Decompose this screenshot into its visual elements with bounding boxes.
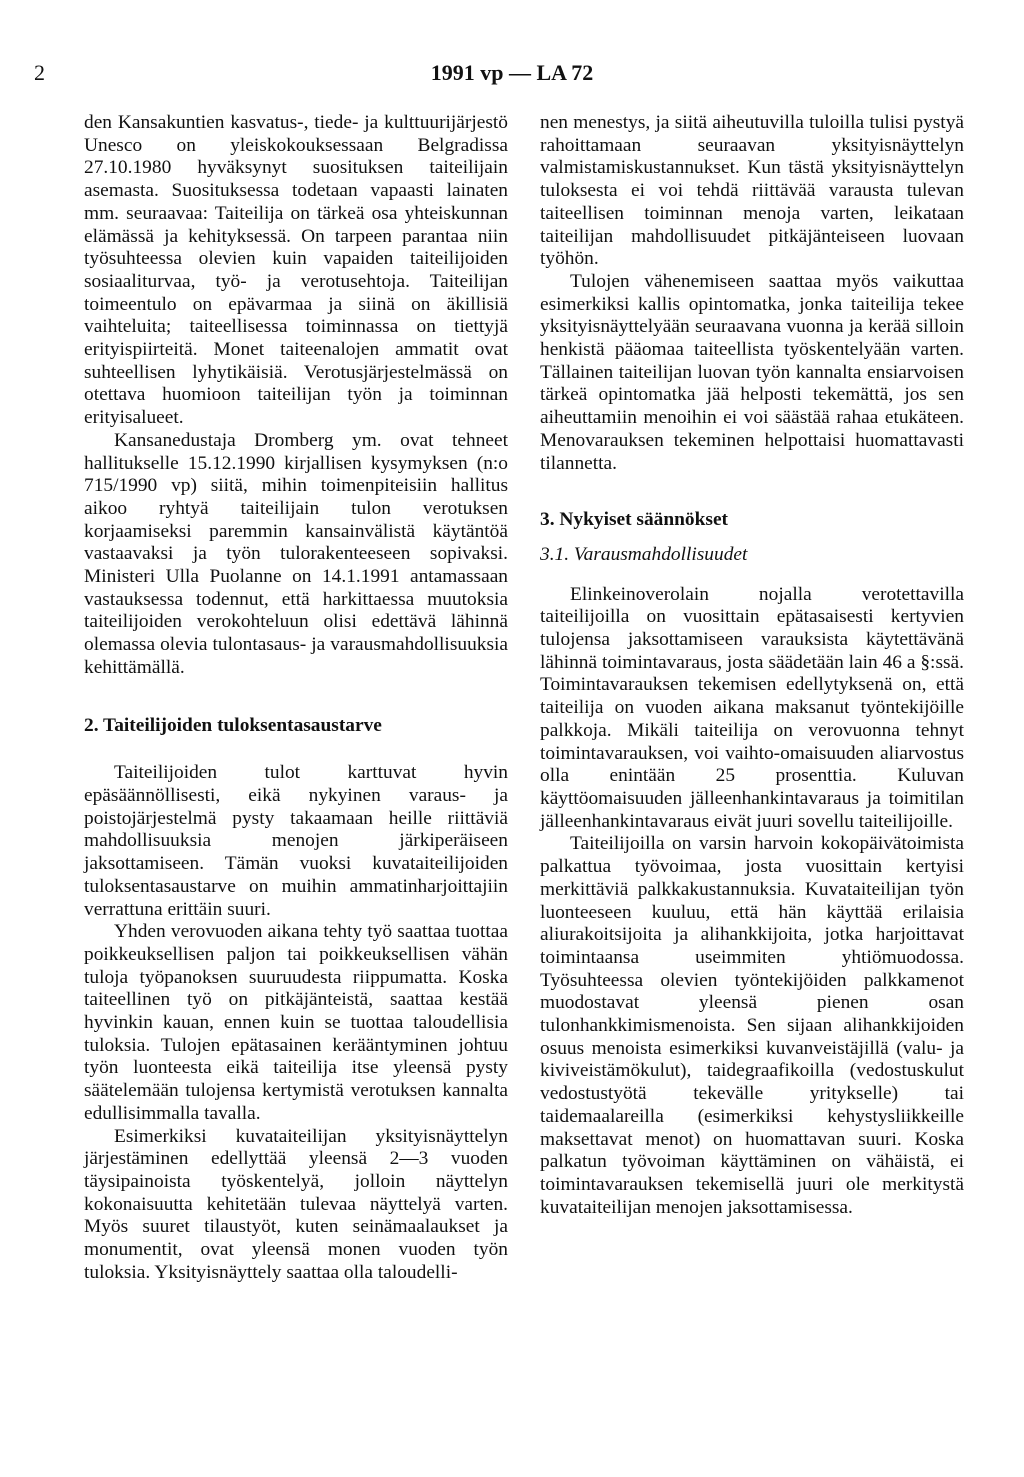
section-heading: 3. Nykyiset säännökset [540,509,729,531]
section-heading: 2. Taiteilijoiden tuloksentasaustarve [84,714,382,736]
paragraph: Taiteilijoiden tulot karttuvat hyvin epäsäännöllisesti, eikä nykyinen varaus- ja poistojärjestelmä pysty takaamaan heille riittäviä mahdollisuuksia menojen järkiperäiseen jaksottamiseen. Tämän vuoksi kuvataiteilijoiden tuloksentasaustarve on muihin ammatinharjoittajiin verrattuna erittäin suuri. [84,762,508,920]
subsection-heading: 3.1. Varausmahdollisuudet [540,543,748,565]
paragraph: Esimerkiksi kuvataiteilijan yksityisnäyttelyn järjestäminen edellyttää yleensä 2—3 vuoden täysipainoista työskentelyä, jolloin näyttelyn kokonaisuutta kehitetään tulevaa näyttelyä varten. Myös suuret tilaustyöt, kuten seinämaalaukset ja monumentit, ovat yleensä monen vuoden työn tuloksia. Yksityisnäyttely saattaa olla taloudelli- [84,1125,508,1283]
right-column [540,112,964,1219]
paragraph: Taiteilijoilla on varsin harvoin kokopäivätoimista palkattua työvoimaa, josta vuosittain kertyisi merkittäviä palkkakustannuksia. Kuvataiteilijan työn luonteeseen kuuluu, että hän käyttää erilaisia aliurakoitsijoita ja alihankkijoita, jotka harjoittavat toimintaansa useimmiten yhtiömuodossa. Työsuhteessa olevien työntekijöiden palkkamenot muodostavat yleensä pienen osan tulonhankkimismenoista. Sen sijaan alihankkijoiden osuus menoista esimerkiksi kuvanveistäjillä (valu- ja kiviveistämökulut), taidegraafikoilla (vedostuskulut vedostustyötä tekevälle yritykselle) tai taidemaalareilla (esimerkiksi kehystysliikkeille maksettavat menot) on huomattavan suuri. Koska palkatun työvoiman käyttäminen on vähäistä, ei toimintavarauksen tekemisellä juuri ole merkitystä kuvataiteilijan menojen jaksottamisessa. [540,833,964,1218]
left-column [84,112,508,1284]
running-head: 1991 vp — LA 72 [430,60,594,85]
page-number: 2 [34,60,45,85]
paragraph: Kansanedustaja Dromberg ym. ovat tehneet hallitukselle 15.12.1990 kirjallisen kysymyksen (n:o 715/1990 vp) siitä, mihin toimenpiteisiin hallitus aikoo ryhtyä taiteilijain tulon verotuksen korjaamiseksi paremmin kansainvälistä käytäntöä vastaavaksi ja työn tulorakenteeseen sopivaksi. Ministeri Ulla Puolanne on 14.1.1991 antamassaan vastauksessa todennut, että harkittaessa muutoksia taiteilijoiden verokohteluun olisi edettävä lähinnä olemassa olevia tulontasaus- ja varausmahdollisuuksia kehittämällä. [84,429,508,678]
paragraph: nen menestys, ja siitä aiheutuvilla tuloilla tulisi pystyä rahoittamaan seuraavan yksityisnäyttelyn valmistamiskustannukset. Kun tästä yksityisnäyttelyn tuloksesta ei voi tehdä riittävää varausta tulevan taiteellisen toiminnan menoja varten, leikataan taiteilijan mahdollisuudet pitkäjänteiseen luovaan työhön. [540,112,964,270]
paragraph: den Kansakuntien kasvatus-, tiede- ja kulttuurijärjestö Unesco on yleiskokouksessaan Belgradissa 27.10.1980 hyväksynyt suosituksen taiteilijain asemasta. Suosituksessa todetaan vapaasti lainaten mm. seuraavaa: Taiteilija on tärkeä osa yhteiskunnan elämässä ja kehityksessä. On tarpeen parantaa niin työsuhteessa olevien kuin vapaiden taiteilijoiden sosiaaliturvaa, työ- ja verotusehtoja. Taiteilijan toimeentulo on epävarmaa ja siinä on äkillisiä vaihteluita; taiteellisessa toiminnassa on tiettyjä erityispiirteitä. Monet taiteenalojen ammatit ovat suhteellisen lyhytikäisiä. Verotusjärjestelmässä on otettava huomioon taiteilijan työn ja toiminnan erityisalueet. [84,112,508,429]
paragraph: Elinkeinoverolain nojalla verotettavilla taiteilijoilla on vuosittain epätasaisesti kertyvien tulojensa jaksottamiseen varauksista käytettävänä lähinnä toimintavaraus, josta säädetään lain 46 a §:ssä. Toimintavarauksen tekemisen edellytyksenä on, että taiteilija on vuoden aikana maksanut työntekijöille palkkoja. Mikäli taiteilija on verovuonna tehnyt toimintavarauksen, voi vaihto-omaisuuden aliarvostus olla enintään 25 prosenttia. Kuluvan käyttöomaisuuden jälleenhankintavaraus ja toimitilan jälleenhankintavaraus eivät juuri sovellu taiteilijoille. [540,583,964,832]
paragraph: Yhden verovuoden aikana tehty työ saattaa tuottaa poikkeuksellisen paljon tai poikkeuksellisen vähän tuloja työpanoksen suuruudesta riippumatta. Koska taiteellinen työ on pitkäjänteistä, saattaa kestää hyvinkin kauan, ennen kuin se tuottaa taloudellisia tuloksia. Tulojen epätasainen kerääntyminen johtuu työn luonteesta eikä taiteilija itse yleensä pysty säätelemään tulojensa kertymistä verotuksen kannalta edullisimmalla tavalla. [84,921,508,1124]
paragraph: Tulojen vähenemiseen saattaa myös vaikuttaa esimerkiksi kallis opintomatka, jonka taiteilija tekee yksityisnäyttelyään seuraavana vuonna ja kerää silloin henkistä pääomaa taiteellista työskentelyään varten. Tällainen taiteilijan luovan työn kannalta ensiarvoisen tärkeä opintomatka jää helposti tekemättä, jos sen aiheuttamiin menoihin ei voi säästää rahaa etukäteen. Menovarauksen tekeminen helpottaisi huomattavasti tilannetta. [540,270,964,474]
